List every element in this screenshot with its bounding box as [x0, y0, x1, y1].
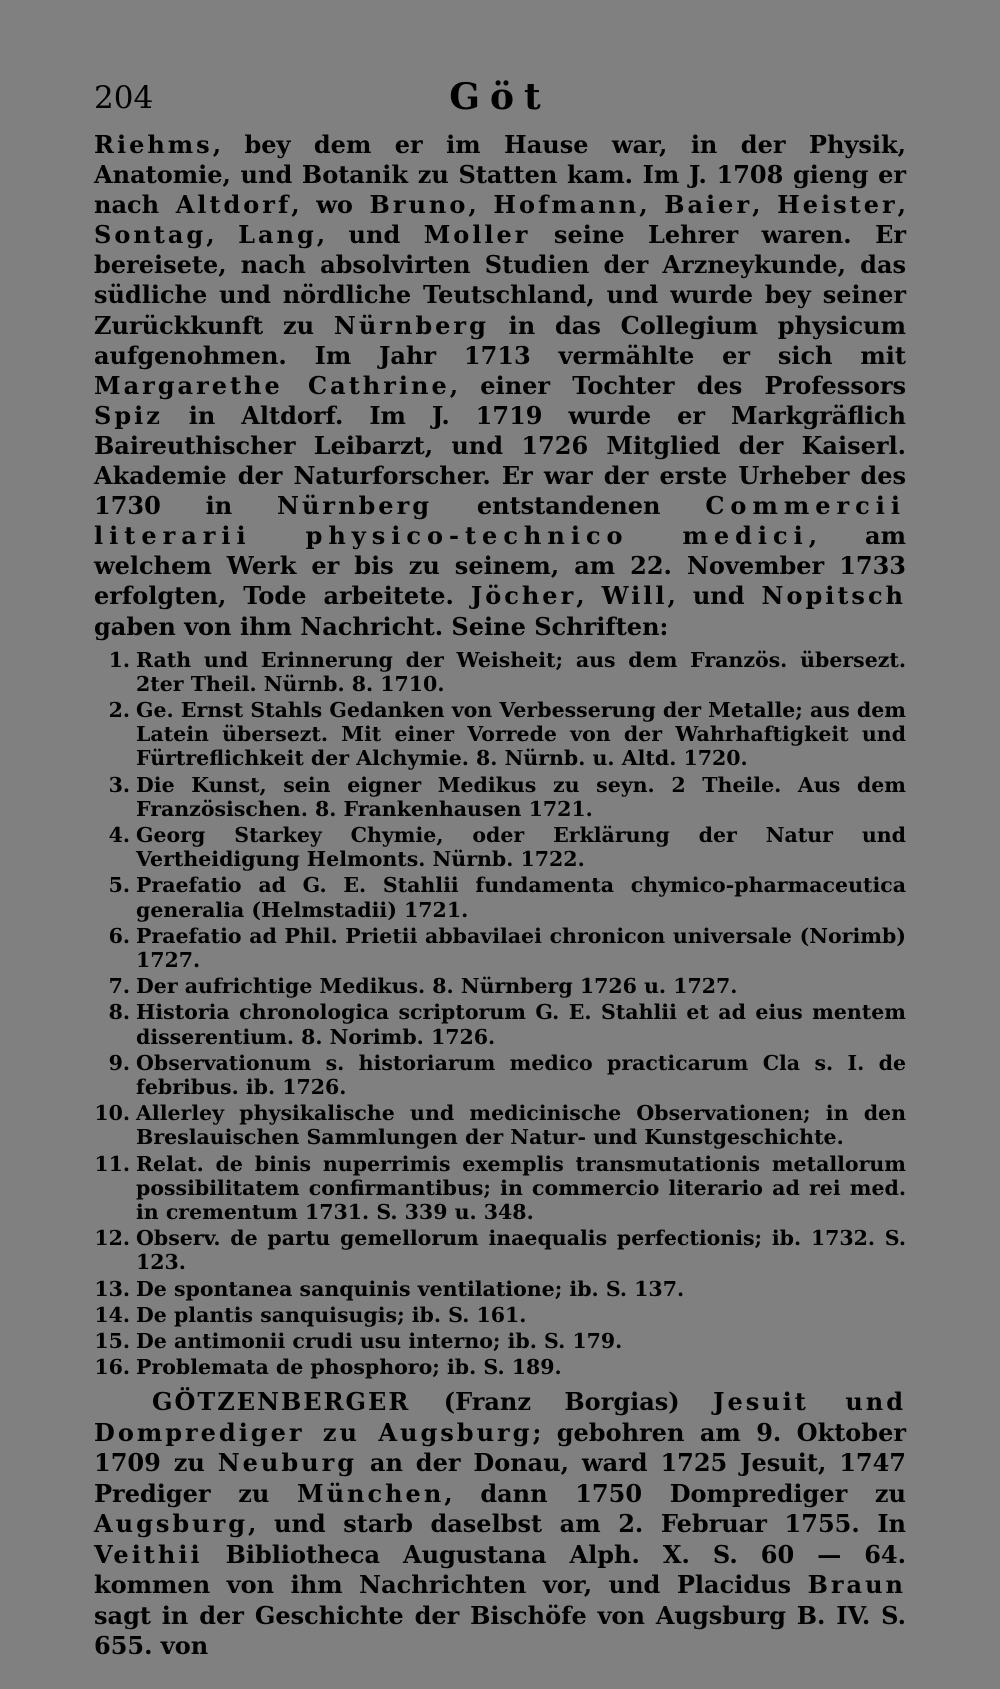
text-run: , wo	[291, 190, 370, 220]
spaced-name: Augsburg	[94, 1509, 249, 1539]
works-item-number: 4.	[108, 823, 130, 848]
works-item	[94, 648, 906, 696]
works-item	[94, 873, 906, 921]
spaced-name: Margarethe Cathrine	[94, 370, 450, 400]
spaced-name: Braun	[807, 1570, 906, 1600]
works-item-text: Relat. de binis nuperrimis exemplis transmutationis metallorum possibilitatem confirmantibus; in commercio literario ad rei med. in crementum 1731. S. 339 u. 348.	[136, 1151, 906, 1225]
text-run: , einer Tochter des Professors	[449, 370, 906, 400]
works-item-number: 13.	[94, 1276, 130, 1301]
text-run: , und	[316, 220, 424, 250]
works-item-number: 14.	[94, 1302, 130, 1327]
spaced-name: Sontag	[94, 220, 207, 250]
works-item	[94, 823, 906, 871]
spaced-name: Jöcher	[470, 581, 577, 611]
text-run: (Franz Borgias)	[410, 1387, 714, 1417]
works-item-number: 8.	[108, 1000, 130, 1025]
works-item-text: De spontanea sanquinis ventilatione; ib. S. 137.	[136, 1276, 685, 1301]
works-item-text: Historia chronologica scriptorum G. E. Stahlii et ad eius mentem disserentium. 8. Norimb. 1726.	[136, 1000, 906, 1049]
works-item-number: 3.	[108, 772, 130, 797]
works-item	[94, 1329, 906, 1353]
text-run: , am welchem Werk er bis zu seinem, am 22. November 1733 erfolgten, Tode arbeitete.	[94, 521, 906, 611]
text-run: , und	[667, 581, 762, 611]
text-run: in Altdorf. Im J. 1719 wurde er Markgräflich Baireuthischer Leibarzt, und 1726 Mitglied der Kaiserl. Akademie der Naturforscher. Er war der erste Urheber des 1730 in	[94, 400, 906, 521]
spaced-name: Will	[601, 581, 668, 611]
next-entry-paragraph	[94, 1387, 906, 1662]
text-run: ,	[576, 581, 602, 611]
spaced-name: Hofmann	[493, 190, 640, 220]
works-item-text: Der aufrichtige Medikus. 8. Nürnberg 1726 u. 1727.	[136, 974, 738, 999]
works-item	[94, 1051, 906, 1099]
spaced-name: Lang	[238, 220, 317, 250]
spaced-name: Commercii literarii physico-technico medici	[94, 491, 906, 551]
spaced-name: Neuburg	[217, 1448, 357, 1478]
works-item-number: 6.	[108, 923, 130, 948]
works-item-text: Observ. de partu gemellorum inaequalis perfectionis; ib. 1732. S. 123.	[136, 1226, 906, 1275]
works-item-number: 5.	[108, 873, 130, 898]
works-item-text: Georg Starkey Chymie, oder Erklärung der Natur und Vertheidigung Helmonts. Nürnb. 1722.	[136, 823, 906, 872]
works-item-text: Problemata de phosphoro; ib. S. 189.	[136, 1355, 562, 1380]
works-item-text: Praefatio ad Phil. Prietii abbavilaei chronicon universale (Norimb) 1727.	[136, 923, 906, 973]
works-item-text: Ge. Ernst Stahls Gedanken von Verbesserung der Metalle; aus dem Latein übersezt. Mit einer Vorrede von der Wahrhaftigkeit und Fürtreflichkeit der Alchymie. 8. Nürnb. u. Altd. 1720.	[136, 698, 906, 771]
text-run: gaben von ihm Nachricht. Seine Schriften:	[94, 611, 669, 641]
works-item-text: Allerley physikalische und medicinische Observationen; in den Breslauischen Sammlungen der Natur- und Kunstgeschichte.	[136, 1101, 906, 1150]
works-item-number: 9.	[108, 1050, 130, 1075]
spaced-name: Bruno	[369, 190, 469, 220]
spaced-name: Altdorf	[175, 190, 292, 220]
text-run: an der Donau, ward 1725 Jesuit, 1747 Prediger zu	[94, 1448, 906, 1508]
works-item	[94, 974, 906, 998]
works-item-text: De plantis sanquisugis; ib. S. 161.	[136, 1302, 527, 1327]
spaced-name: Spiz	[94, 400, 163, 430]
text-run: ,	[639, 190, 665, 220]
text-run: Bibliotheca Augustana Alph. X. S. 60 — 64. kommen von ihm Nachrichten vor, und Placidus	[94, 1539, 906, 1600]
works-item-text: De antimonii crudi usu interno; ib. S. 179.	[136, 1329, 623, 1354]
works-item	[94, 1226, 906, 1274]
works-item-number: 15.	[94, 1329, 130, 1354]
text-run: entstandenen	[432, 491, 706, 521]
page-number: 204	[94, 80, 154, 116]
works-list	[94, 648, 906, 1380]
spaced-name: Veithii	[94, 1539, 203, 1569]
spaced-name: Nopitsch	[761, 581, 907, 611]
text-run: , bey dem er im Hause war, in der Physik, Anatomie, und Botanik zu Statten kam. Im J. 1708 gieng er nach	[94, 130, 906, 220]
works-item-number: 2.	[108, 698, 130, 722]
running-head: Göt	[449, 76, 551, 118]
text-run: ,	[752, 190, 778, 220]
works-item-number: 1.	[108, 647, 130, 672]
spaced-name: München	[297, 1478, 445, 1508]
works-item-number: 10.	[94, 1101, 130, 1126]
text-run: sagt in der Geschichte der Bischöfe von Augsburg B. IV. S. 655. von	[94, 1600, 906, 1661]
spaced-name: Baier	[664, 190, 753, 220]
works-item	[94, 773, 906, 821]
spaced-name: Moller	[423, 220, 531, 250]
works-item-text: Rath und Erinnerung der Weisheit; aus dem Französ. übersezt. 2ter Theil. Nürnb. 8. 1710.	[136, 647, 906, 696]
works-item	[94, 1000, 906, 1048]
spaced-name: Nürnberg	[277, 491, 433, 521]
spaced-name: Heister	[777, 190, 898, 220]
works-item-number: 12.	[94, 1226, 130, 1251]
works-item	[94, 1303, 906, 1327]
works-item-text: Praefatio ad G. E. Stahlii fundamenta chymico-pharmaceutica generalia (Helmstadii) 1721.	[136, 873, 906, 922]
works-item-number: 11.	[94, 1151, 130, 1176]
works-item-text: Observationum s. historiarum medico practicarum Cla s. I. de febribus. ib. 1726.	[136, 1050, 906, 1100]
text-run: ,	[897, 190, 907, 220]
text-run: ; gebohren am 9. Oktober 1709 zu	[94, 1417, 906, 1478]
text-run: in das Collegium physicum aufgenohmen. Im Jahr 1713 vermählte er sich mit	[94, 310, 907, 370]
text-run: seine Lehrer waren. Er bereisete, nach absolvirten Studien der Arzneykunde, das südliche und nördliche Teutschland, und wurde bey seiner Zurückkunft zu	[94, 220, 907, 340]
spaced-name: Jesuit und Domprediger zu Augsburg	[94, 1387, 906, 1447]
works-item-number: 7.	[108, 974, 130, 999]
works-item	[94, 924, 906, 972]
works-item	[94, 1101, 906, 1149]
spaced-name: Riehms	[94, 130, 213, 159]
works-item	[94, 1277, 906, 1301]
works-item-text: Die Kunst, sein eigner Medikus zu seyn. 2 Theile. Aus dem Französischen. 8. Frankenhausen 1721.	[136, 772, 906, 821]
spaced-name: Nürnberg	[333, 310, 489, 340]
works-item	[94, 698, 906, 771]
text-run: , dann 1750 Domprediger zu	[444, 1478, 906, 1508]
works-item-number: 16.	[94, 1355, 130, 1380]
works-item	[94, 1152, 906, 1225]
page-header	[94, 72, 906, 124]
text-run: , und starb daselbst am 2. Februar 1755. In	[248, 1509, 906, 1539]
biography-paragraph	[94, 130, 906, 642]
text-run: ,	[206, 220, 239, 250]
text-run: ,	[468, 190, 494, 220]
spaced-name: GÖTZENBERGER	[152, 1387, 411, 1417]
works-item	[94, 1355, 906, 1379]
